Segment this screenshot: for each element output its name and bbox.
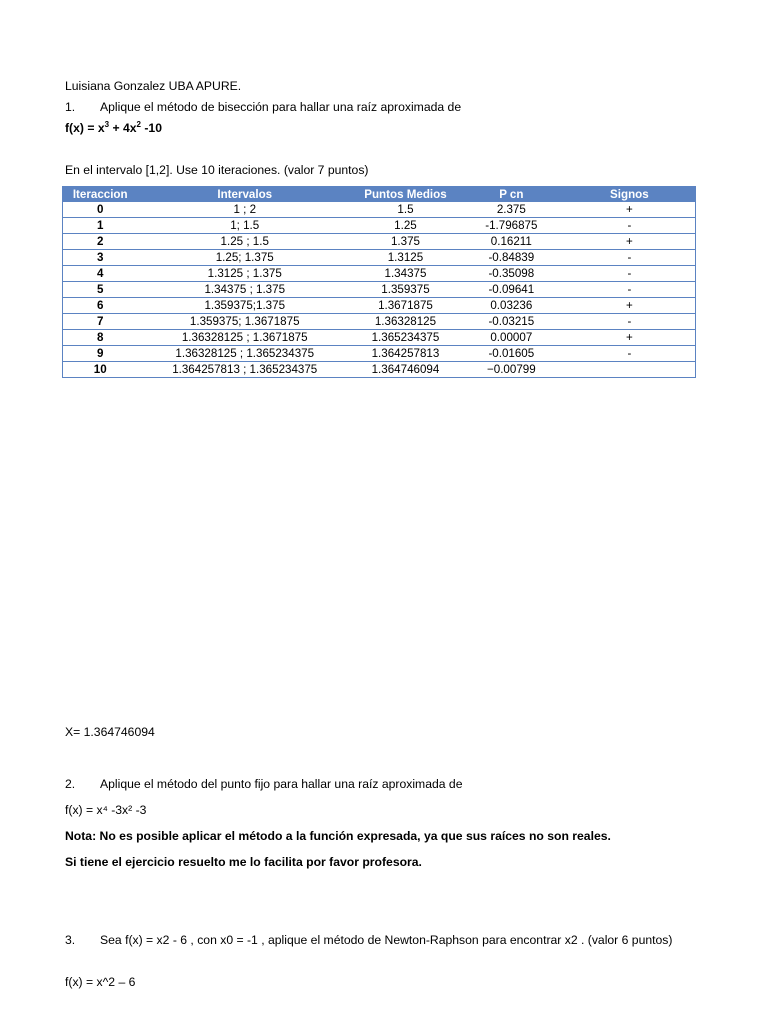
table-row [63, 282, 696, 298]
cell-p-cn: -0.84839 [459, 250, 564, 266]
cell-p-cn: −0.00799 [486, 363, 536, 376]
table-row [63, 298, 696, 314]
q1-func-exp2: 2 [136, 120, 141, 129]
q1-func-exp1: 3 [104, 120, 110, 129]
q2-number: 2. [65, 777, 76, 791]
cell-p-cn: -1.796875 [459, 218, 564, 234]
author-header: Luisiana Gonzalez UBA APURE. [65, 79, 242, 93]
cell-p-cn: -0.09641 [459, 282, 564, 298]
cell-p-cn: -0.03215 [459, 314, 564, 330]
cell-iteration: 4 [63, 266, 138, 282]
q3-text: Sea f(x) = x2 - 6 , con x0 = -1 , aplique el método de Newton-Raphson para encontrar x2 . (valor 6 puntos) [100, 933, 673, 947]
q1-func-mid: + 4x [109, 121, 137, 135]
cell-midpoint: 1.359375 [352, 282, 459, 298]
col-header-iteraccion: Iteraccion [63, 187, 138, 203]
q1-number: 1. [65, 100, 76, 114]
cell-sign: + [564, 234, 696, 250]
cell-iteration: 5 [63, 282, 138, 298]
q1-func-suffix: -10 [140, 121, 162, 135]
cell-sign: - [564, 218, 696, 234]
q2-statement [65, 777, 462, 792]
table-row [63, 218, 696, 234]
cell-sign: + [564, 330, 696, 346]
cell-iteration: 2 [63, 234, 138, 250]
table-row [63, 330, 696, 346]
table-row [63, 202, 696, 218]
bisection-table [62, 186, 696, 378]
cell-sign: + [564, 202, 696, 218]
cell-iteration: 8 [63, 330, 138, 346]
q2-function: f(x) = x⁴ -3x² -3 [65, 803, 147, 817]
q1-interval: En el intervalo [1,2]. Use 10 iteraciones. (valor 7 puntos) [65, 163, 369, 177]
cell-sign: + [564, 298, 696, 314]
cell-interval: 1; 1.5 [137, 218, 352, 234]
q1-function [65, 121, 162, 136]
cell-interval: 1 ; 2 [137, 202, 352, 218]
cell-interval: 1.34375 ; 1.375 [137, 282, 352, 298]
cell-midpoint: 1.5 [352, 202, 459, 218]
q2-text: Aplique el método del punto fijo para hallar una raíz aproximada de [100, 777, 463, 791]
cell-p-cn: 0.03236 [459, 298, 564, 314]
cell-sign: - [564, 314, 696, 330]
q1-statement [65, 100, 461, 115]
cell-iteration: 1 [63, 218, 138, 234]
q3-function: f(x) = x^2 – 6 [65, 975, 136, 989]
cell-midpoint: 1.3125 [352, 250, 459, 266]
cell-interval: 1.25 ; 1.5 [137, 234, 352, 250]
q1-func-prefix: f(x) = x [65, 121, 105, 135]
cell-interval: 1.359375;1.375 [137, 298, 352, 314]
cell-interval: 1.3125 ; 1.375 [137, 266, 352, 282]
q1-text: Aplique el método de bisección para hallar una raíz aproximada de [100, 100, 462, 114]
q2-note: Nota: No es posible aplicar el método a la función expresada, ya que sus raíces no son reales. [65, 829, 611, 843]
cell-sign: - [564, 346, 696, 362]
q3-number: 3. [65, 933, 76, 947]
cell-midpoint: 1.3671875 [352, 298, 459, 314]
cell-p-cn: -0.01605 [459, 346, 564, 362]
table-row [63, 250, 696, 266]
cell-iteration: 6 [63, 298, 138, 314]
table-row [63, 266, 696, 282]
col-header-puntos-medios: Puntos Medios [352, 187, 459, 203]
cell-midpoint: 1.364746094 [371, 363, 440, 376]
cell-sign: - [564, 282, 696, 298]
cell-interval: 1.364257813 ; 1.365234375 [172, 363, 318, 376]
q2-request: Si tiene el ejercicio resuelto me lo facilita por favor profesora. [65, 855, 422, 869]
cell-midpoint: 1.365234375 [352, 330, 459, 346]
cell-sign: - [564, 250, 696, 266]
cell-midpoint: 1.34375 [352, 266, 459, 282]
table-row [63, 314, 696, 330]
col-header-intervalos: Intervalos [137, 187, 352, 203]
cell-midpoint: 1.375 [352, 234, 459, 250]
col-header-p-cn: P cn [459, 187, 564, 203]
table-row [63, 346, 696, 362]
cell-iteration: 10 [93, 363, 107, 376]
cell-interval: 1.36328125 ; 1.365234375 [137, 346, 352, 362]
table-header-row [63, 187, 696, 203]
table-row [63, 362, 696, 378]
cell-iteration: 7 [63, 314, 138, 330]
q1-answer: X= 1.364746094 [65, 725, 155, 739]
col-header-signos: Signos [564, 187, 696, 203]
cell-iteration: 9 [63, 346, 138, 362]
cell-iteration: 3 [63, 250, 138, 266]
cell-midpoint: 1.36328125 [352, 314, 459, 330]
cell-sign [564, 362, 696, 378]
cell-iteration: 0 [63, 202, 138, 218]
cell-p-cn: 2.375 [459, 202, 564, 218]
cell-p-cn: 0.00007 [459, 330, 564, 346]
cell-interval: 1.359375; 1.3671875 [137, 314, 352, 330]
cell-sign: - [564, 266, 696, 282]
table-row [63, 234, 696, 250]
q3-statement [65, 933, 705, 948]
cell-p-cn: 0.16211 [459, 234, 564, 250]
cell-midpoint: 1.25 [352, 218, 459, 234]
cell-p-cn: -0.35098 [459, 266, 564, 282]
cell-interval: 1.36328125 ; 1.3671875 [137, 330, 352, 346]
cell-interval: 1.25; 1.375 [137, 250, 352, 266]
cell-midpoint: 1.364257813 [352, 346, 459, 362]
